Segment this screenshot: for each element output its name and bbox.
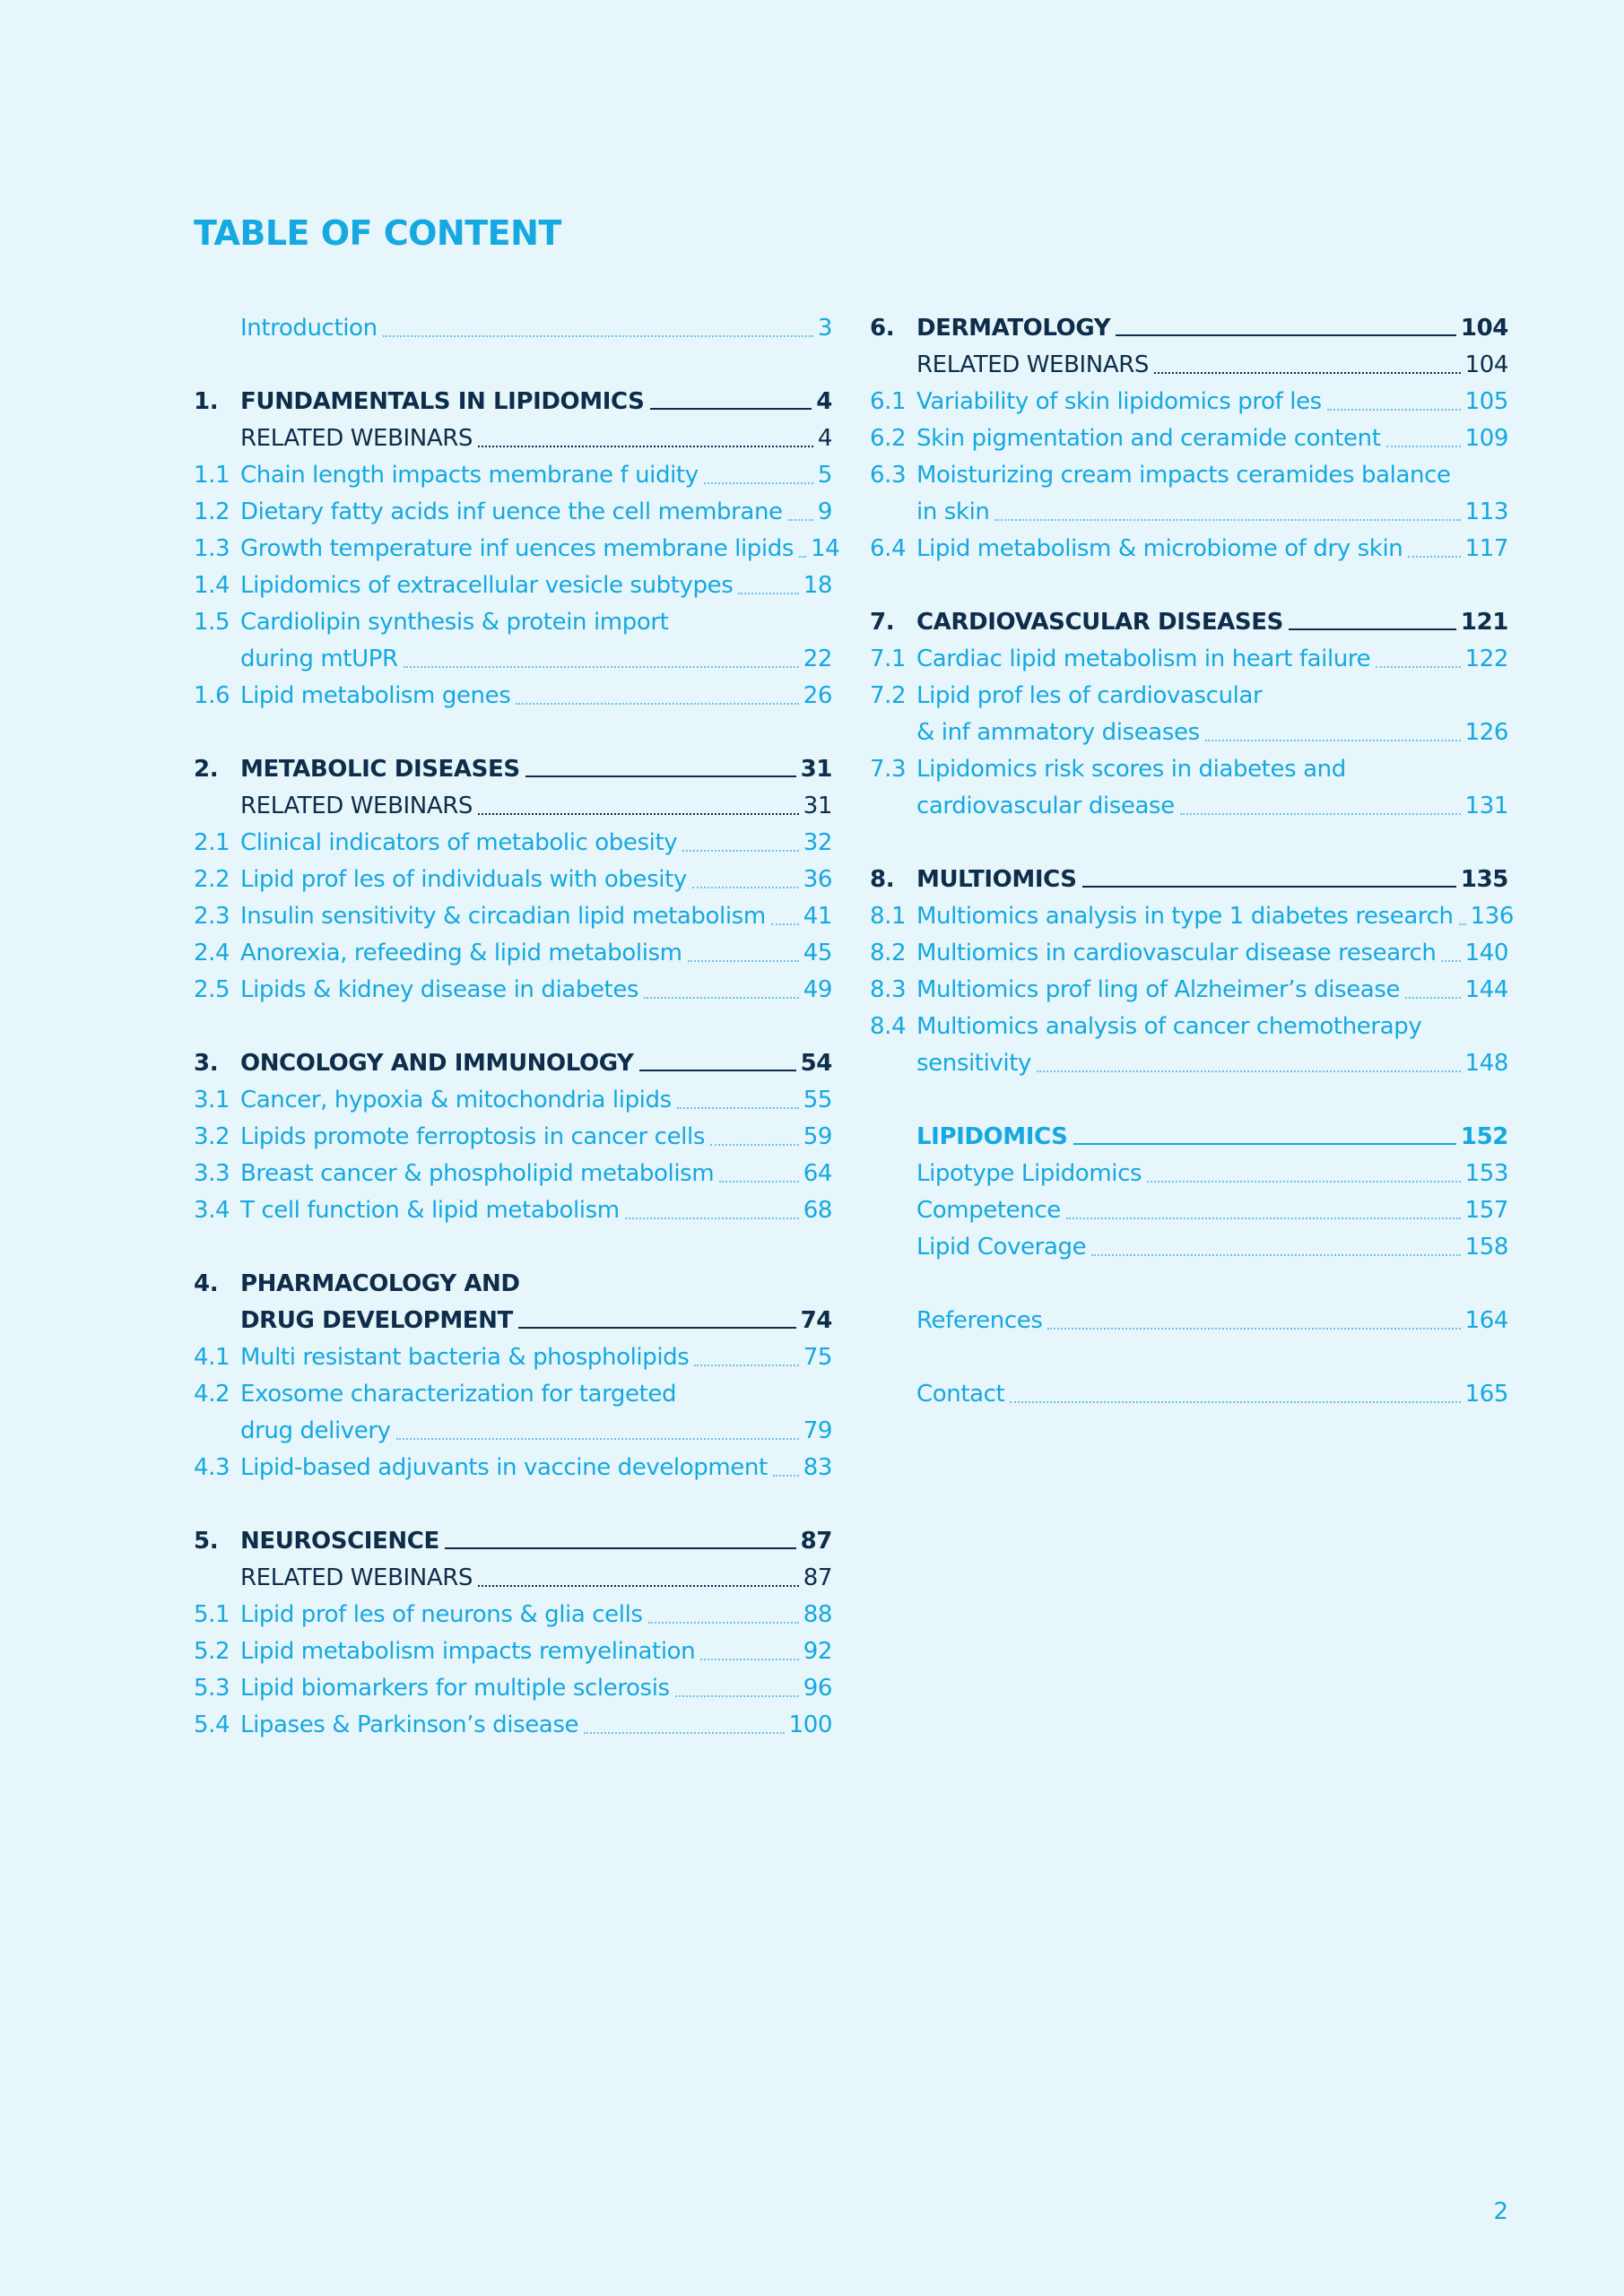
toc-page-number: 49 <box>803 976 832 1003</box>
toc-entry-number: 8.4 <box>870 1013 907 1040</box>
toc-entry-label: Lipids & kidney disease in diabetes <box>240 976 639 1003</box>
toc-page-number: 4 <box>816 388 832 415</box>
toc-entry-label: RELATED WEBINARS <box>240 425 473 452</box>
dot-leader <box>478 813 799 815</box>
toc-entry-label: Lipid prof les of neurons & glia cells <box>240 1601 643 1628</box>
dot-leader <box>1082 886 1456 888</box>
dot-leader <box>650 408 812 410</box>
toc-entry-label: Breast cancer & phospholipid metabolism <box>240 1160 715 1187</box>
toc-section <box>194 751 832 1009</box>
toc-related-webinars[interactable] <box>194 420 832 457</box>
toc-section <box>194 384 840 715</box>
toc-entry-label: Multiomics in cardiovascular disease research <box>916 940 1437 966</box>
toc-page-number: 83 <box>803 1454 832 1481</box>
toc-entry-number: 3. <box>194 1050 219 1077</box>
toc-entry-number: 4. <box>194 1270 219 1297</box>
toc-chapter-heading[interactable] <box>870 1119 1508 1156</box>
toc-entry-number: 2.2 <box>194 866 230 893</box>
toc-entry-label: Contact <box>916 1381 1005 1408</box>
toc-page-number: 31 <box>800 756 832 783</box>
section-gap <box>870 1339 1508 1376</box>
dot-leader <box>700 1659 798 1660</box>
toc-section <box>870 862 1515 1082</box>
section-gap <box>870 1082 1508 1119</box>
toc-entry-number: 3.3 <box>194 1160 230 1187</box>
toc-entry-number: 5.4 <box>194 1711 230 1738</box>
toc-entry-label: cardiovascular disease <box>916 793 1175 819</box>
toc-entry-label: Multiomics analysis of cancer chemotherapy <box>916 1013 1422 1040</box>
toc-section <box>870 1119 1508 1266</box>
toc-related-webinars[interactable] <box>870 347 1508 384</box>
toc-chapter-heading[interactable] <box>194 1045 832 1082</box>
toc-entry[interactable] <box>194 1413 832 1450</box>
dot-leader <box>677 1107 799 1109</box>
toc-entry-number: 2.4 <box>194 940 230 966</box>
dot-leader <box>1441 960 1460 962</box>
toc-section <box>870 310 1508 568</box>
dot-leader <box>1154 372 1461 374</box>
toc-entry-label: Competence <box>916 1197 1061 1224</box>
toc-entry-label: Cancer, hypoxia & mitochondria lipids <box>240 1087 672 1113</box>
dot-leader <box>516 703 798 705</box>
toc-entry[interactable] <box>194 935 832 972</box>
toc-page-number: 41 <box>803 903 832 930</box>
toc-entry-number: 5. <box>194 1528 219 1555</box>
toc-left-column <box>194 310 840 1744</box>
toc-entry[interactable] <box>870 1045 1508 1082</box>
toc-entry <box>870 457 1508 494</box>
dot-leader <box>788 519 813 521</box>
toc-entry-number: 2. <box>194 756 219 783</box>
toc-page-number: 104 <box>1464 351 1508 378</box>
toc-entry-number: 3.2 <box>194 1123 230 1150</box>
toc-entry-number: 8.3 <box>870 976 907 1003</box>
toc-entry-label: Growth temperature inf uences membrane lipids <box>240 535 794 562</box>
toc-page-number: 4 <box>817 425 832 452</box>
toc-entry-number: 4.1 <box>194 1344 230 1371</box>
toc-entry-label: Lipid metabolism impacts remyelination <box>240 1638 696 1665</box>
dot-leader <box>771 923 799 925</box>
toc-entry-number: 1.1 <box>194 462 230 489</box>
toc-entry-number: 1.2 <box>194 498 230 525</box>
toc-page-number: 117 <box>1464 535 1508 562</box>
toc-entry-label: Cardiolipin synthesis & protein import <box>240 609 669 636</box>
section-gap <box>194 347 832 384</box>
toc-entry[interactable] <box>194 678 832 715</box>
dot-leader <box>688 960 799 962</box>
toc-entry-label: NEUROSCIENCE <box>240 1528 439 1555</box>
toc-page-number: 135 <box>1460 866 1508 893</box>
toc-entry[interactable] <box>194 898 832 935</box>
toc-entry-label: RELATED WEBINARS <box>240 793 473 819</box>
toc-entry-label: MULTIOMICS <box>916 866 1077 893</box>
toc-entry-number: 6. <box>870 315 895 342</box>
section-gap <box>194 1229 832 1266</box>
dot-leader <box>710 1144 799 1146</box>
toc-page-number: 92 <box>803 1638 832 1665</box>
dot-leader <box>383 335 813 337</box>
dot-leader <box>584 1732 784 1734</box>
dot-leader <box>625 1217 799 1219</box>
toc-entry-label: Anorexia, refeeding & lipid metabolism <box>240 940 682 966</box>
toc-entry-label: Exosome characterization for targeted <box>240 1381 677 1408</box>
toc-entry[interactable] <box>870 494 1508 531</box>
toc-section <box>870 604 1508 825</box>
toc-page-number: 55 <box>803 1087 832 1113</box>
toc-section <box>870 1303 1508 1339</box>
toc-entry <box>870 1009 1508 1045</box>
dot-leader <box>445 1547 796 1549</box>
toc-chapter-heading[interactable] <box>870 862 1508 898</box>
dot-leader <box>1327 409 1461 411</box>
dot-leader <box>1289 628 1456 630</box>
toc-page-number: 79 <box>803 1417 832 1444</box>
toc-entry-label: ONCOLOGY AND IMMUNOLOGY <box>240 1050 634 1077</box>
toc-entry-number: 5.2 <box>194 1638 230 1665</box>
toc-page-number: 87 <box>803 1564 832 1591</box>
toc-entry-number: 3.4 <box>194 1197 230 1224</box>
toc-page-number: 74 <box>800 1307 832 1334</box>
toc-entry[interactable] <box>194 1597 832 1633</box>
toc-entry-label: Lipid-based adjuvants in vaccine development <box>240 1454 768 1481</box>
toc-entry-number: 5.1 <box>194 1601 230 1628</box>
dot-leader <box>1408 556 1460 558</box>
toc-page-number: 164 <box>1464 1307 1508 1334</box>
toc-entry-number: 7.3 <box>870 756 907 783</box>
toc-related-webinars[interactable] <box>194 1560 832 1597</box>
toc-entry-label: sensitivity <box>916 1050 1031 1077</box>
dot-leader <box>1147 1181 1460 1183</box>
toc-page-number: 75 <box>803 1344 832 1371</box>
toc-entry-label: Clinical indicators of metabolic obesity <box>240 829 678 856</box>
toc-page-number: 148 <box>1464 1050 1508 1077</box>
dot-leader <box>639 1070 796 1071</box>
toc-entry[interactable] <box>194 1192 832 1229</box>
toc-entry[interactable] <box>870 898 1515 935</box>
toc-page-number: 105 <box>1464 388 1508 415</box>
toc-entry[interactable] <box>870 1192 1508 1229</box>
toc-entry-number: 5.3 <box>194 1675 230 1702</box>
toc-entry-label: Multiomics prof ling of Alzheimer’s disease <box>916 976 1401 1003</box>
toc-entry-label: LIPIDOMICS <box>916 1123 1068 1150</box>
section-gap <box>870 568 1508 604</box>
toc-page-number: 131 <box>1464 793 1508 819</box>
toc-page-number: 140 <box>1464 940 1508 966</box>
toc-right-column <box>870 310 1515 1413</box>
toc-entry-number: 6.4 <box>870 535 907 562</box>
toc-entry-number: 8. <box>870 866 895 893</box>
toc-entry[interactable] <box>870 1303 1508 1339</box>
dot-leader <box>1116 334 1456 336</box>
toc-section <box>870 1376 1508 1413</box>
dot-leader <box>719 1181 798 1183</box>
toc-page-number: 68 <box>803 1197 832 1224</box>
toc-entry <box>870 678 1508 715</box>
toc-entry-number: 6.2 <box>870 425 907 452</box>
toc-page-number: 14 <box>810 535 840 562</box>
toc-entry-number: 1.5 <box>194 609 230 636</box>
toc-entry-label: Lipid biomarkers for multiple sclerosis <box>240 1675 670 1702</box>
toc-page-number: 45 <box>803 940 832 966</box>
toc-page-number: 31 <box>803 793 832 819</box>
dot-leader <box>1376 666 1460 668</box>
toc-entry-label: T cell function & lipid metabolism <box>240 1197 620 1224</box>
toc-section <box>194 1045 832 1229</box>
toc-entry-number: 2.5 <box>194 976 230 1003</box>
dot-leader <box>682 850 798 852</box>
dot-leader <box>518 1327 796 1329</box>
dot-leader <box>1180 813 1461 815</box>
dot-leader <box>396 1438 799 1440</box>
dot-leader <box>478 446 813 447</box>
toc-entry[interactable] <box>870 788 1508 825</box>
toc-entry-label: Lipidomics of extracellular vesicle subtypes <box>240 572 734 599</box>
dot-leader <box>738 593 798 594</box>
page-title: TABLE OF CONTENT <box>194 213 561 253</box>
toc-page-number: 144 <box>1464 976 1508 1003</box>
toc-page-number: 165 <box>1464 1381 1508 1408</box>
toc-entry-label: References <box>916 1307 1043 1334</box>
toc-page-number: 158 <box>1464 1234 1508 1261</box>
toc-entry-number: 1.6 <box>194 682 230 709</box>
toc-page-number: 157 <box>1464 1197 1508 1224</box>
toc-entry-number: 4.3 <box>194 1454 230 1481</box>
dot-leader <box>1037 1070 1461 1072</box>
toc-entry[interactable] <box>194 1450 832 1486</box>
toc-entry-number: 7. <box>870 609 895 636</box>
toc-entry[interactable] <box>870 972 1508 1009</box>
toc-entry[interactable] <box>194 1156 832 1192</box>
toc-entry-label: drug delivery <box>240 1417 391 1444</box>
toc-page-number: 88 <box>803 1601 832 1628</box>
toc-entry <box>870 751 1508 788</box>
toc-page-number: 64 <box>803 1160 832 1187</box>
toc-page-number: 36 <box>803 866 832 893</box>
toc-chapter-heading[interactable] <box>870 604 1508 641</box>
toc-entry[interactable] <box>194 862 832 898</box>
toc-entry-label: DRUG DEVELOPMENT <box>240 1307 513 1334</box>
dot-leader <box>1091 1254 1460 1256</box>
toc-chapter-heading[interactable] <box>870 310 1508 347</box>
toc-entry[interactable] <box>194 1707 832 1744</box>
toc-page-number: 3 <box>817 315 832 342</box>
toc-entry-number: 1.4 <box>194 572 230 599</box>
toc-entry-label: CARDIOVASCULAR DISEASES <box>916 609 1283 636</box>
toc-entry[interactable] <box>870 531 1508 568</box>
dot-leader <box>478 1585 799 1587</box>
toc-page-number: 87 <box>800 1528 832 1555</box>
dot-leader <box>644 997 799 999</box>
page-number: 2 <box>1493 2198 1508 2225</box>
toc-entry[interactable] <box>870 641 1508 678</box>
dot-leader <box>648 1622 799 1624</box>
toc-entry[interactable] <box>194 972 832 1009</box>
toc-entry-number: 7.2 <box>870 682 907 709</box>
toc-entry-number: 3.1 <box>194 1087 230 1113</box>
toc-entry[interactable] <box>870 935 1508 972</box>
dot-leader <box>1073 1143 1456 1145</box>
toc-entry[interactable] <box>194 568 832 604</box>
toc-entry-label: Moisturizing cream impacts ceramides balance <box>916 462 1451 489</box>
toc-page-number: 22 <box>803 645 832 672</box>
toc-entry-number: 8.1 <box>870 903 907 930</box>
toc-entry[interactable] <box>194 531 840 568</box>
toc-entry-label: Lipid prof les of cardiovascular <box>916 682 1263 709</box>
toc-page-number: 109 <box>1464 425 1508 452</box>
section-gap <box>194 1486 832 1523</box>
toc-entry-label: RELATED WEBINARS <box>916 351 1149 378</box>
dot-leader <box>1386 446 1461 447</box>
dot-leader <box>1459 923 1466 925</box>
toc-entry-label: Insulin sensitivity & circadian lipid metabolism <box>240 903 766 930</box>
toc-entry-number: 7.1 <box>870 645 907 672</box>
toc-entry-label: & inf ammatory diseases <box>916 719 1200 746</box>
toc-entry[interactable] <box>194 1339 832 1376</box>
toc-entry-label: in skin <box>916 498 990 525</box>
toc-entry-label: Lipidomics risk scores in diabetes and <box>916 756 1346 783</box>
toc-entry[interactable] <box>194 494 832 531</box>
section-gap <box>870 1266 1508 1303</box>
toc-entry-number: 2.1 <box>194 829 230 856</box>
toc-section <box>194 310 832 347</box>
toc-entry-label: Variability of skin lipidomics prof les <box>916 388 1322 415</box>
toc-page-number: 100 <box>788 1711 832 1738</box>
toc-entry-number: 8.2 <box>870 940 907 966</box>
toc-entry <box>194 604 832 641</box>
dot-leader <box>1066 1217 1461 1219</box>
toc-entry[interactable] <box>870 420 1508 457</box>
toc-entry-label: Cardiac lipid metabolism in heart failure <box>916 645 1371 672</box>
dot-leader <box>1010 1401 1460 1403</box>
toc-entry-label: Multiomics analysis in type 1 diabetes research <box>916 903 1454 930</box>
section-gap <box>194 1009 832 1045</box>
toc-entry[interactable] <box>194 825 832 862</box>
toc-page-number: 9 <box>817 498 832 525</box>
toc-entry-label: RELATED WEBINARS <box>240 1564 473 1591</box>
toc-page-number: 104 <box>1460 315 1508 342</box>
toc-chapter-heading[interactable] <box>194 1303 832 1339</box>
toc-entry-label: Lipid Coverage <box>916 1234 1087 1261</box>
toc-entry[interactable] <box>194 1633 832 1670</box>
toc-entry-label: Introduction <box>240 315 378 342</box>
toc-entry-number: 2.3 <box>194 903 230 930</box>
toc-page-number: 32 <box>803 829 832 856</box>
toc-entry-label: METABOLIC DISEASES <box>240 756 520 783</box>
section-gap <box>870 825 1508 862</box>
toc-entry-label: Lipases & Parkinson’s disease <box>240 1711 579 1738</box>
toc-chapter-heading[interactable] <box>194 1523 832 1560</box>
toc-entry-label: PHARMACOLOGY AND <box>240 1270 520 1297</box>
toc-page-number: 122 <box>1464 645 1508 672</box>
toc-entry-label: Lipids promote ferroptosis in cancer cells <box>240 1123 705 1150</box>
toc-entry[interactable] <box>870 1376 1508 1413</box>
toc-page-number: 121 <box>1460 609 1508 636</box>
toc-entry[interactable] <box>194 1082 832 1119</box>
toc-entry-label: Skin pigmentation and ceramide content <box>916 425 1381 452</box>
toc-entry-number: 1. <box>194 388 219 415</box>
toc-entry-label: Lipid metabolism genes <box>240 682 511 709</box>
dot-leader <box>1047 1328 1460 1330</box>
toc-entry-label: Dietary fatty acids inf uence the cell membrane <box>240 498 783 525</box>
toc-page-number: 96 <box>803 1675 832 1702</box>
toc-entry-label: Multi resistant bacteria & phospholipids <box>240 1344 690 1371</box>
toc-entry[interactable] <box>870 715 1508 751</box>
toc-related-webinars[interactable] <box>194 788 832 825</box>
toc-entry-label: during mtUPR <box>240 645 398 672</box>
toc-section <box>194 1266 832 1486</box>
toc-chapter-heading[interactable] <box>194 384 832 420</box>
toc-entry-label: Lipid metabolism & microbiome of dry skin <box>916 535 1403 562</box>
toc-entry[interactable] <box>870 1156 1508 1192</box>
toc-chapter-heading[interactable] <box>194 751 832 788</box>
toc-page-number: 152 <box>1460 1123 1508 1150</box>
toc-entry[interactable] <box>870 1229 1508 1266</box>
toc-page-number: 59 <box>803 1123 832 1150</box>
toc-page-number: 54 <box>800 1050 832 1077</box>
dot-leader <box>704 482 813 484</box>
toc-chapter-heading <box>194 1266 832 1303</box>
toc-entry[interactable] <box>870 384 1508 420</box>
dot-leader <box>799 556 806 558</box>
toc-entry[interactable] <box>194 1119 832 1156</box>
toc-entry-label: Lipotype Lipidomics <box>916 1160 1142 1187</box>
dot-leader <box>525 775 796 777</box>
dot-leader <box>404 666 799 668</box>
toc-entry-label: Lipid prof les of individuals with obesity <box>240 866 687 893</box>
dot-leader <box>694 1365 798 1366</box>
toc-entry-label: DERMATOLOGY <box>916 315 1111 342</box>
dot-leader <box>994 519 1460 521</box>
toc-entry[interactable] <box>194 1670 832 1707</box>
toc-entry-number: 6.1 <box>870 388 907 415</box>
toc-page-number: 153 <box>1464 1160 1508 1187</box>
toc-entry[interactable] <box>194 641 832 678</box>
dot-leader <box>692 887 799 888</box>
toc-entry-label: FUNDAMENTALS IN LIPIDOMICS <box>240 388 645 415</box>
dot-leader <box>1205 740 1461 741</box>
toc-page-number: 126 <box>1464 719 1508 746</box>
toc-page-number: 5 <box>817 462 832 489</box>
section-gap <box>194 715 832 751</box>
toc-entry-label: Chain length impacts membrane f uidity <box>240 462 699 489</box>
toc-page-number: 113 <box>1464 498 1508 525</box>
toc-entry[interactable] <box>194 310 832 347</box>
toc-entry-number: 6.3 <box>870 462 907 489</box>
toc-page-number: 18 <box>803 572 832 599</box>
toc-entry-number: 4.2 <box>194 1381 230 1408</box>
dot-leader <box>773 1475 799 1477</box>
toc-section <box>194 1523 832 1744</box>
toc-entry-number: 1.3 <box>194 535 230 562</box>
dot-leader <box>675 1695 799 1697</box>
dot-leader <box>1405 997 1460 999</box>
toc-page-number: 136 <box>1470 903 1515 930</box>
toc-entry <box>194 1376 832 1413</box>
toc-entry[interactable] <box>194 457 832 494</box>
toc-page-number: 26 <box>803 682 832 709</box>
